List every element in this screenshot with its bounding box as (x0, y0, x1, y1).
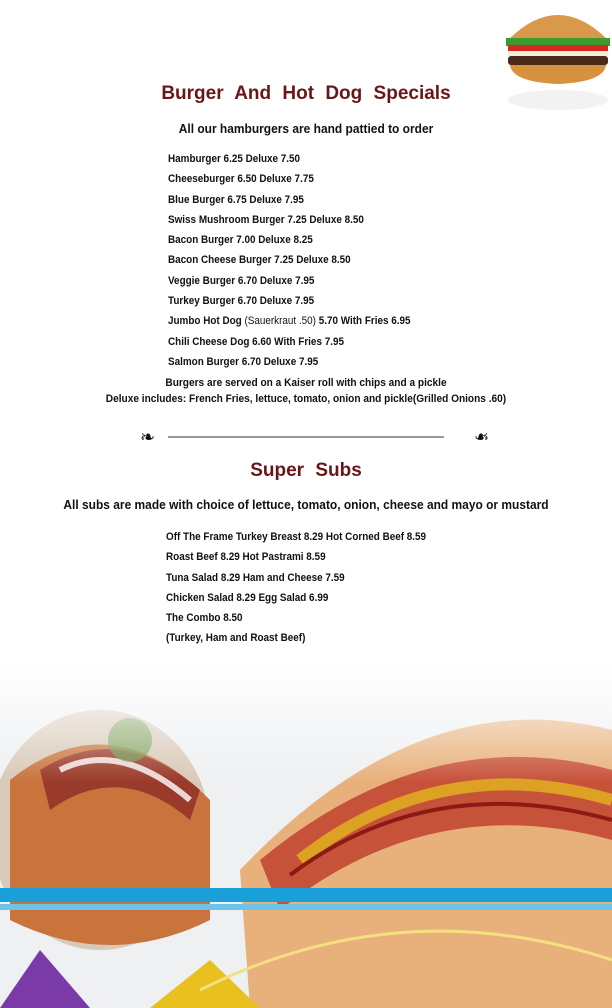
subs-section-subtitle: All subs are made with choice of lettuce, tomato, onion, cheese and mayo or mustard (63, 497, 549, 512)
item-name: Jumbo Hot Dog (168, 315, 245, 328)
svg-text:❧: ❧ (140, 427, 156, 448)
menu-item: Roast Beef 8.29 Hot Pastrami 8.59 (166, 551, 326, 564)
burger-menu-list (168, 153, 411, 376)
burger-section-title: Burger And Hot Dog Specials (161, 83, 451, 104)
menu-item: Chicken Salad 8.29 Egg Salad 6.99 (166, 591, 329, 604)
menu-item: Bacon Burger 7.00 Deluxe 8.25 (168, 234, 313, 247)
menu-item: Bacon Cheese Burger 7.25 Deluxe 8.50 (168, 254, 351, 267)
menu-item: (Turkey, Ham and Roast Beef) (166, 632, 306, 645)
ornament-divider (140, 427, 490, 448)
subs-section-title: Super Subs (250, 460, 362, 481)
menu-item: Blue Burger 6.75 Deluxe 7.95 (168, 193, 304, 206)
burger-section-subtitle: All our hamburgers are hand pattied to order (178, 121, 434, 136)
menu-item: Chili Cheese Dog 6.60 With Fries 7.95 (168, 335, 344, 348)
item-price: 5.70 With Fries 6.95 (318, 315, 411, 328)
burger-note: Burgers are served on a Kaiser roll with chips and a pickle (165, 377, 447, 389)
menu-item: Salmon Burger 6.70 Deluxe 7.95 (168, 355, 319, 368)
item-note: (Sauerkraut .50) (244, 315, 319, 328)
deluxe-note: Deluxe includes: French Fries, lettuce, tomato, onion and pickle(Grilled Onions .60) (105, 393, 507, 405)
svg-text:❧: ❧ (474, 427, 490, 448)
menu-item: Tuna Salad 8.29 Ham and Cheese 7.59 (166, 571, 345, 584)
menu-item: Turkey Burger 6.70 Deluxe 7.95 (168, 295, 315, 308)
menu-item: Swiss Mushroom Burger 7.25 Deluxe 8.50 (168, 213, 364, 226)
menu-item: The Combo 8.50 (166, 612, 243, 625)
menu-item: Cheeseburger 6.50 Deluxe 7.75 (168, 173, 314, 186)
menu-item-hotdog (168, 315, 411, 335)
subs-menu-list (166, 531, 426, 653)
menu-item: Off The Frame Turkey Breast 8.29 Hot Corned Beef 8.59 (166, 531, 427, 543)
menu-item: Veggie Burger 6.70 Deluxe 7.95 (168, 274, 315, 287)
hot-dog-photo (0, 660, 612, 1008)
menu-item: Hamburger 6.25 Deluxe 7.50 (168, 153, 301, 165)
